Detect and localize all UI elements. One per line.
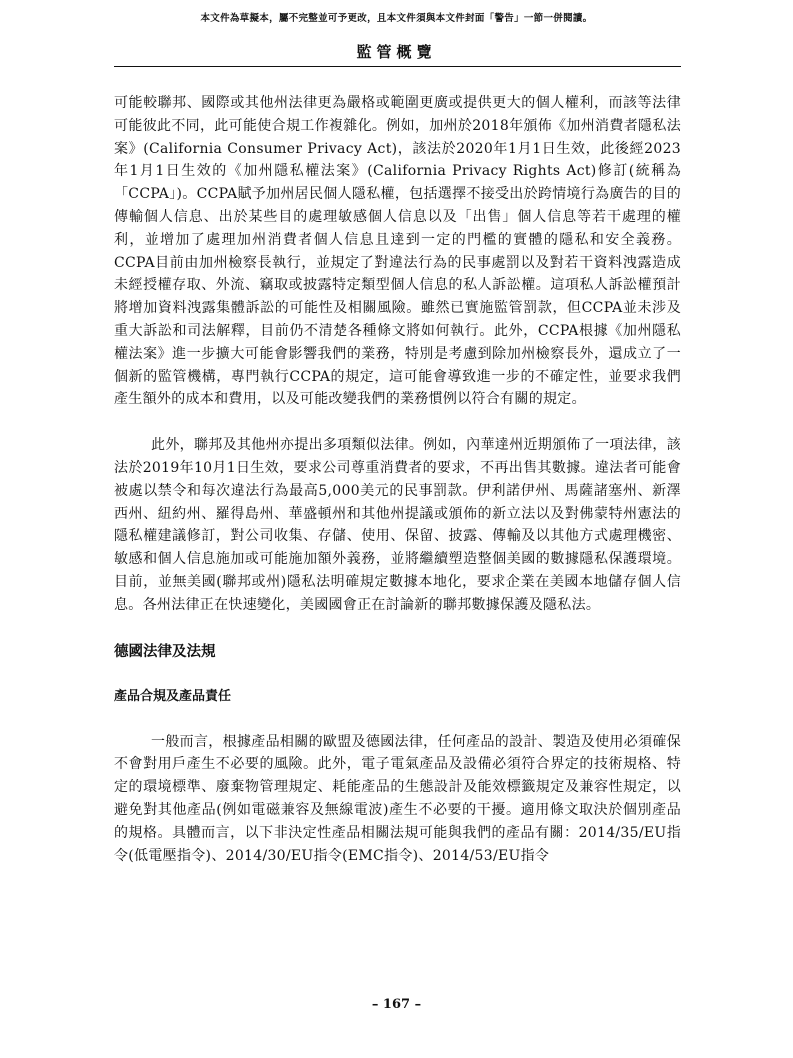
paragraph-other-state-laws: 此外，聯邦及其他州亦提出多項類似法律。例如，內華達州近期頒佈了一項法律，該法於2019年10月1日生效，要求公司尊重消費者的要求，不再出售其數據。違法者可能會被處以禁令和每次違法行為最高5,000美元的民事罰款。伊利諾伊州、馬薩諸塞州、新澤西州、紐約州、羅得島州、華盛頓州和其他州提議或頒佈的新立法以及對佛蒙特州憲法的隱私權建議修訂，對公司收集、存儲、使用、保留、披露、傳輸及以其他方式處理機密、敏感和個人信息施加或可能施加額外義務，並將繼續塑造整個美國的數據隱私保護環境。目前，並無美國(聯邦或州)隱私法明確規定數據本地化，要求企業在美國本地儲存個人信息。各州法律正在快速變化，美國國會正在討論新的聯邦數據保護及隱私法。 <box>114 437 681 613</box>
document-body <box>114 92 681 867</box>
header-divider <box>114 66 681 67</box>
section-title: 監管概覽 <box>356 43 437 61</box>
draft-notice: 本文件為草擬本，屬不完整並可予更改，且本文件須與本文件封面「警告」一節一併閱讀。 <box>200 13 593 24</box>
heading-german-laws: 德國法律及法規 <box>114 643 216 660</box>
heading-product-compliance: 產品合規及產品責任 <box>114 688 232 704</box>
paragraph-product-compliance: 一般而言，根據產品相關的歐盟及德國法律，任何產品的設計、製造及使用必須確保不會對用戶產生不必要的風險。此外，電子電氣產品及設備必須符合界定的技術規格、特定的環境標準、廢棄物管理規定、耗能產品的生態設計及能效標籤規定及兼容性規定，以避免對其他產品(例如電磁兼容及無線電波)產生不必要的干擾。適用條文取決於個別產品的規格。具體而言，以下非決定性產品相關法規可能與我們的產品有關：2014/35/EU指令(低電壓指令)、2014/30/EU指令(EMC指令)、2014/53/EU指令 <box>114 733 681 864</box>
paragraph-ccpa: 可能較聯邦、國際或其他州法律更為嚴格或範圍更廣或提供更大的個人權利，而該等法律可能彼此不同，此可能使合規工作複雜化。例如，加州於2018年頒佈《加州消費者隱私法案》(California Consumer Privacy Act)，該法於2020年1月1日生效，此後經2023年1月1日生效的《加州隱私權法案》(California Privacy Rights Act)修訂(統稱為「CCPA」)。CCPA賦予加州居民個人隱私權，包括選擇不接受出於跨情境行為廣告的目的傳輸個人信息、出於某些目的處理敏感個人信息以及「出售」個人信息等若干處理的權利，並增加了處理加州消費者個人信息且達到一定的門檻的實體的隱私和安全義務。CCPA目前由加州檢察長執行，並規定了對違法行為的民事處罰以及對若干資料洩露造成未經授權存取、外流、竊取或披露特定類型個人信息的私人訴訟權。這項私人訴訟權預計將增加資料洩露集體訴訟的可能性及相關風險。雖然已實施監管罰款，但CCPA並未涉及重大訴訟和司法解釋，目前仍不清楚各種條文將如何執行。此外，CCPA根據《加州隱私權法案》進一步擴大可能會影響我們的業務，特別是考慮到除加州檢察長外，還成立了一個新的監管機構，專門執行CCPA的規定，這可能會導致進一步的不確定性，並要求我們產生額外的成本和費用，以及可能改變我們的業務慣例以符合有關的規定。 <box>114 95 681 408</box>
page-number: – 167 – <box>371 997 422 1012</box>
